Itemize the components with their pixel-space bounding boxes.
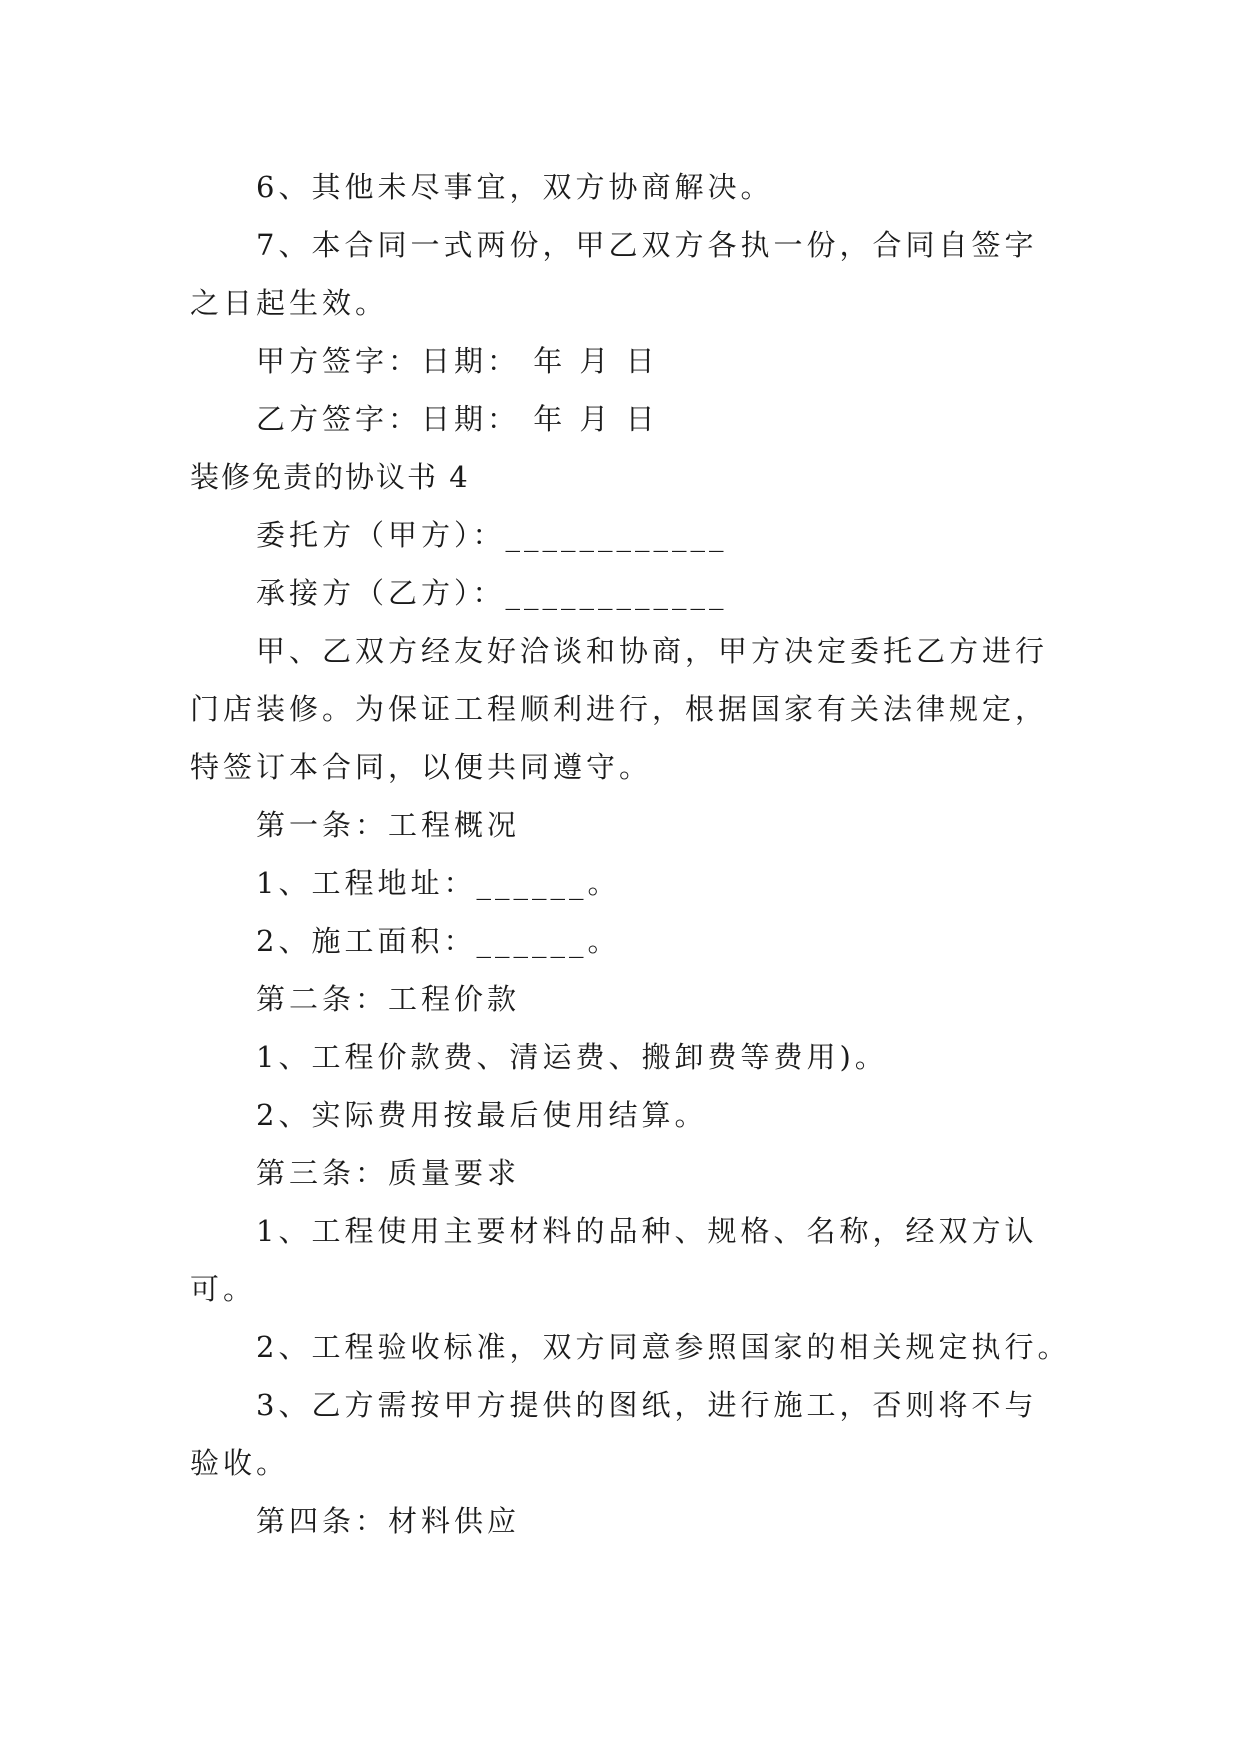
article-1-heading: 第一条：工程概况 — [256, 808, 521, 842]
contractor-party-line: 承接方（乙方）：____________ — [256, 576, 728, 610]
construction-area-line: 2、施工面积：______。 — [256, 924, 621, 958]
price-item-2: 2、实际费用按最后使用结算。 — [256, 1098, 708, 1132]
project-address-line: 1、工程地址：______。 — [256, 866, 621, 900]
document-body — [190, 158, 1070, 1550]
quality-item-1-continuation: 可。 — [190, 1272, 257, 1306]
clause-7-continuation: 之日起生效。 — [190, 286, 389, 320]
article-2-heading: 第二条：工程价款 — [256, 982, 521, 1016]
party-a-signature-line: 甲方签字：日期： 年 月 日 — [256, 344, 659, 378]
preamble-line-2: 门店装修。为保证工程顺利进行，根据国家有关法律规定， — [190, 692, 1049, 726]
agreement-title: 装修免责的协议书 4 — [190, 460, 470, 494]
party-b-signature-line: 乙方签字：日期： 年 月 日 — [256, 402, 659, 436]
preamble-line-1: 甲、乙双方经友好洽谈和协商，甲方决定委托乙方进行 — [256, 634, 1049, 668]
quality-item-1: 1、工程使用主要材料的品种、规格、名称，经双方认 — [256, 1214, 1038, 1248]
article-3-heading: 第三条：质量要求 — [256, 1156, 521, 1190]
clause-6-line: 6、其他未尽事宜，双方协商解决。 — [256, 170, 774, 204]
client-party-line: 委托方（甲方）：____________ — [256, 518, 728, 552]
quality-item-3-continuation: 验收。 — [190, 1446, 290, 1480]
quality-item-2: 2、工程验收标准，双方同意参照国家的相关规定执行。 — [256, 1330, 1071, 1364]
quality-item-3: 3、乙方需按甲方提供的图纸，进行施工，否则将不与 — [256, 1388, 1038, 1422]
price-item-1: 1、工程价款费、清运费、搬卸费等费用)。 — [256, 1040, 888, 1074]
article-4-heading: 第四条：材料供应 — [256, 1504, 521, 1538]
clause-7-line: 7、本合同一式两份，甲乙双方各执一份，合同自签字 — [256, 228, 1038, 262]
preamble-line-3: 特签订本合同，以便共同遵守。 — [190, 750, 653, 784]
